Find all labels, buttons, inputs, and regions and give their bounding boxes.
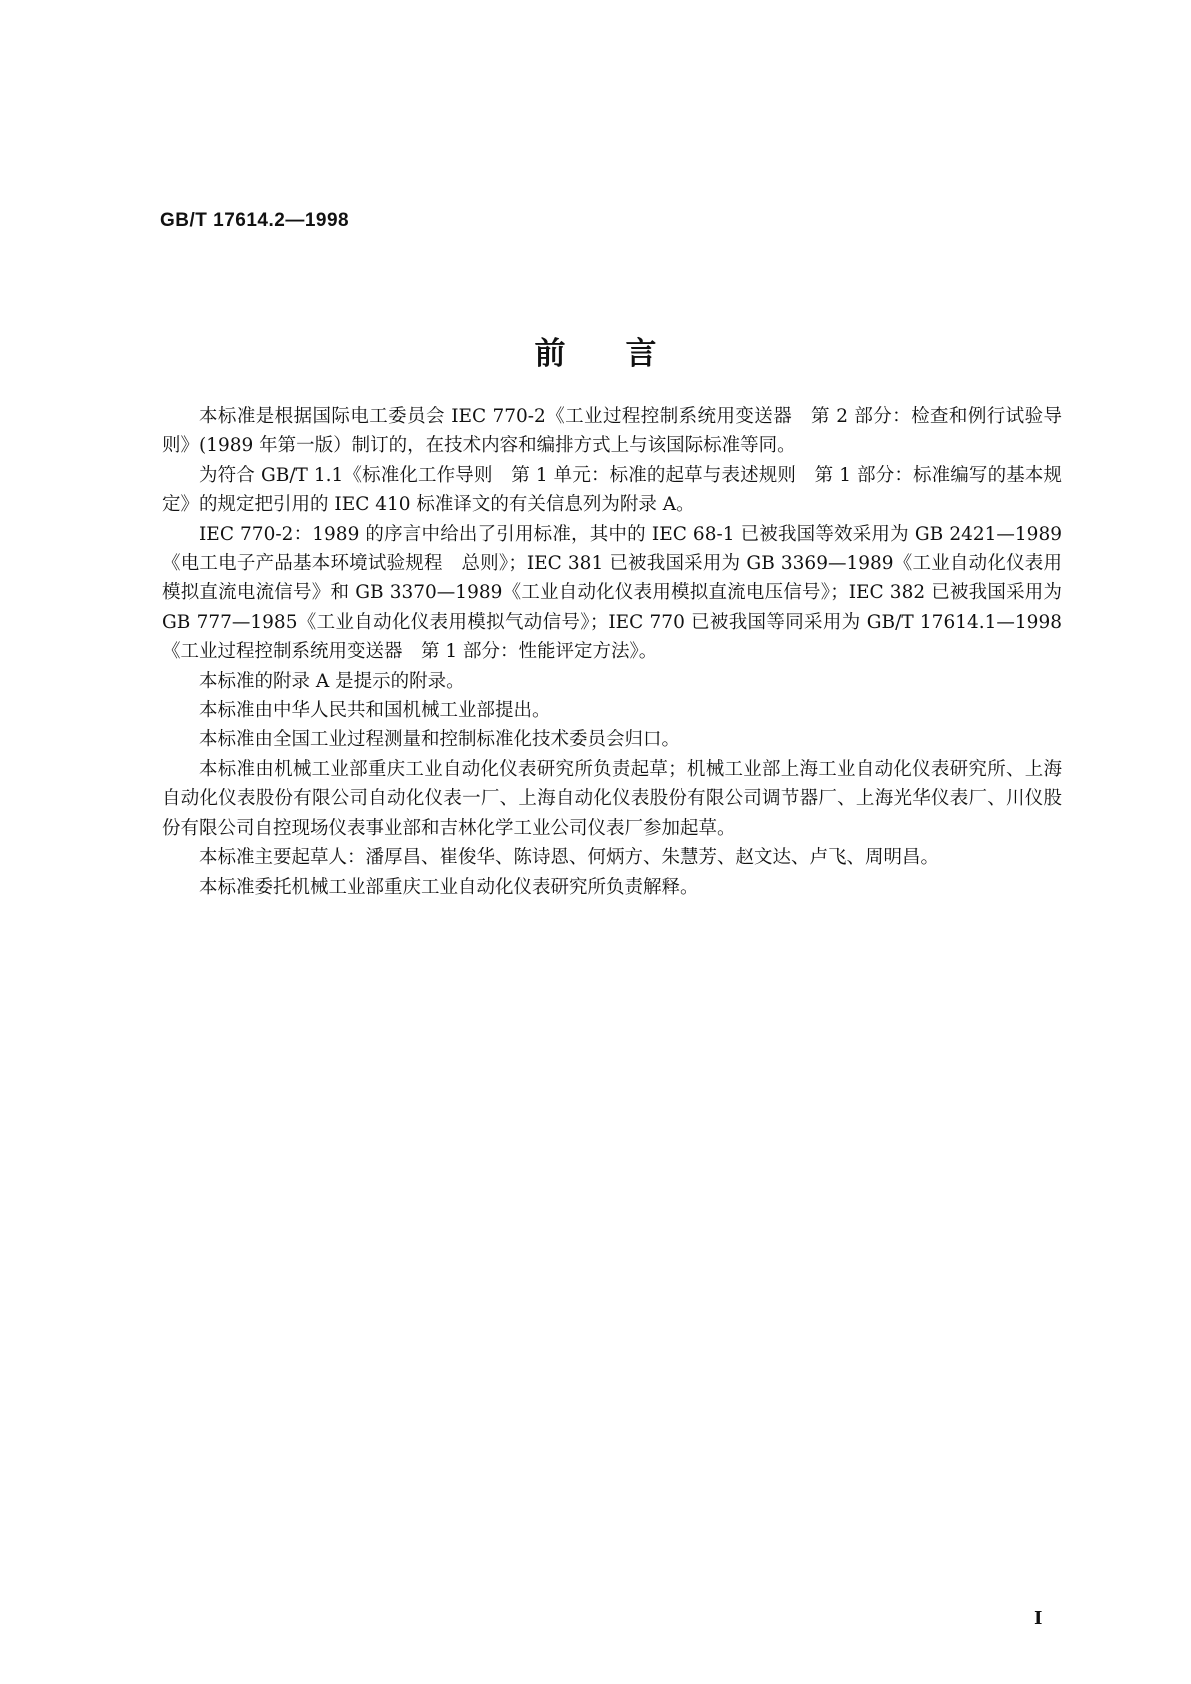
paragraph: 本标准由机械工业部重庆工业自动化仪表研究所负责起草；机械工业部上海工业自动化仪表研究所、上海自动化仪表股份有限公司自动化仪表一厂、上海自动化仪表股份有限公司调节器厂、上海光华仪表厂、川仪股份有限公司自控现场仪表事业部和吉林化学工业公司仪表厂参加起草。 (162, 758, 1062, 839)
page-number: I (1034, 1608, 1043, 1629)
paragraph: 本标准的附录 A 是提示的附录。 (199, 670, 465, 692)
paragraph: IEC 770-2：1989 的序言中给出了引用标准，其中的 IEC 68-1 已被我国等效采用为 GB 2421—1989《电工电子产品基本环境试验规程 总则》；IEC 381 已被我国采用为 GB 3369—1989《工业自动化仪表用模拟直流电流信号》和 GB 3370—1989《工业自动化仪表用模拟直流电压信号》；IEC 382 已被我国采用为GB 777—1985《工业自动化仪表用模拟气动信号》；IEC 770 已被我国等同采用为 GB/T 17614.1—1998《工业过程控制系统用变送器 第 1 部分：性能评定方法》。 (162, 523, 1062, 663)
paragraph: 本标准由全国工业过程测量和控制标准化技术委员会归口。 (199, 729, 681, 751)
paragraph: 本标准主要起草人：潘厚昌、崔俊华、陈诗恩、何炳方、朱慧芳、赵文达、卢飞、周明昌。 (199, 847, 940, 869)
page-title: 前言 (534, 336, 717, 372)
paragraph: 本标准由中华人民共和国机械工业部提出。 (199, 700, 551, 722)
paragraph: 本标准委托机械工业部重庆工业自动化仪表研究所负责解释。 (199, 876, 699, 898)
paragraph: 本标准是根据国际电工委员会 IEC 770-2《工业过程控制系统用变送器 第 2 部分：检查和例行试验导则》(1989 年第一版）制订的，在技术内容和编排方式上与该国际标准等同。 (162, 406, 1062, 457)
document-code: GB/T 17614.2—1998 (160, 210, 350, 231)
paragraph: 为符合 GB/T 1.1《标准化工作导则 第 1 单元：标准的起草与表述规则 第 1 部分：标准编写的基本规定》的规定把引用的 IEC 410 标准译文的有关信息列为附录 A。 (162, 464, 1062, 516)
foreword-body (162, 402, 1062, 902)
